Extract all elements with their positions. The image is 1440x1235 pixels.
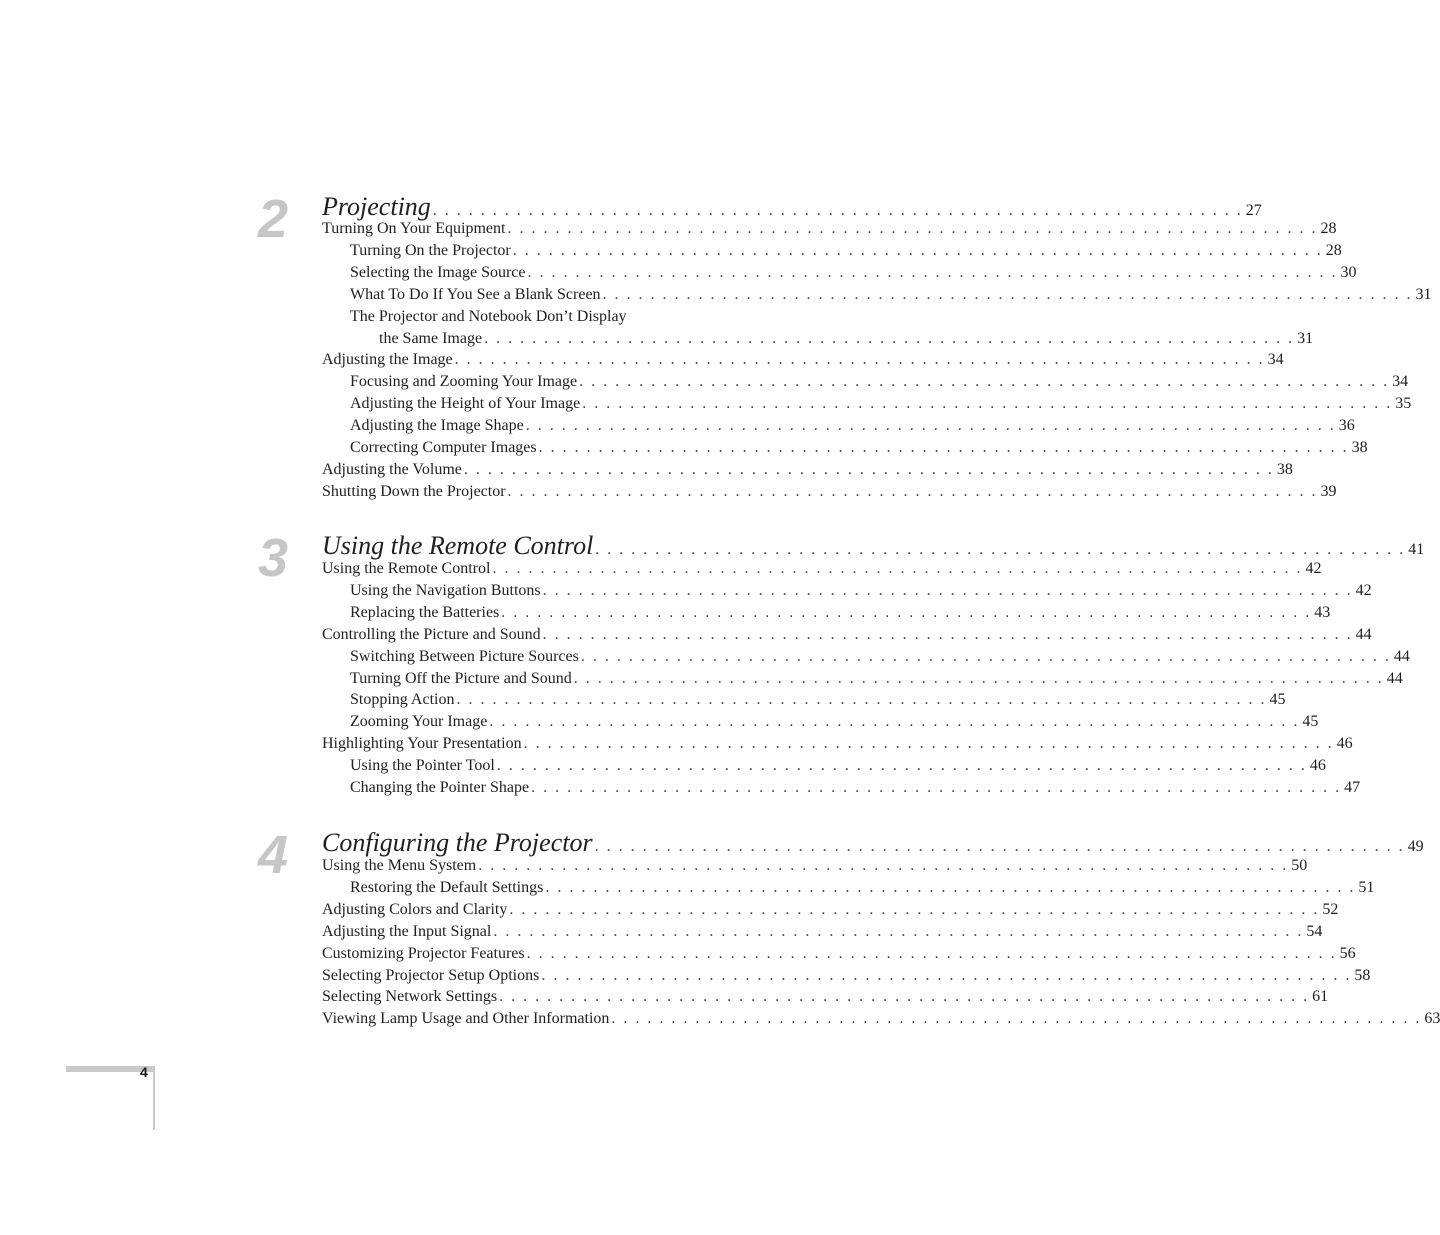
toc-entry-page: 44 (1355, 625, 1372, 643)
chapter-number: 3 (258, 528, 289, 588)
toc-entry-page: 42 (1355, 581, 1372, 599)
toc-entry-text: Turning Off the Picture and Sound (350, 669, 572, 687)
toc-entry-text: Customizing Projector Features (322, 944, 525, 962)
leader-dots: . . . . . . . . . . . . . . . . . . . . . . . . . . . . . . . . . . . . . . . . . . . . . . . . . . . . . . . . . . . . . . . . . . . . (489, 713, 1300, 731)
toc-entry[interactable] (350, 602, 1331, 624)
toc-entry-page: 44 (1393, 647, 1410, 665)
toc-entry-text: Selecting Projector Setup Options (322, 966, 540, 984)
leader-dots: . . . . . . . . . . . . . . . . . . . . . . . . . . . . . . . . . . . . . . . . . . . . . . . . . . . . . . . . . . . . . . . . . . . . (595, 541, 1406, 558)
toc-entry-page: 34 (1267, 351, 1284, 369)
leader-dots: . . . . . . . . . . . . . . . . . . . . . . . . . . . . . . . . . . . . . . . . . . . . . . . . . . . . . . . . . . . . . . . . . . . . (545, 878, 1356, 896)
leader-dots: . . . . . . . . . . . . . . . . . . . . . . . . . . . . . . . . . . . . . . . . . . . . . . . . . . . . . . . . . . . . . . . . . . . . (580, 647, 1391, 665)
leader-dots: . . . . . . . . . . . . . . . . . . . . . . . . . . . . . . . . . . . . . . . . . . . . . . . . . . . . . . . . . . . . . . . . . . . . (496, 757, 1307, 775)
page-number: 4 (140, 1064, 148, 1080)
toc-entry-page: 34 (1392, 373, 1409, 391)
leader-dots: . . . . . . . . . . . . . . . . . . . . . . . . . . . . . . . . . . . . . . . . . . . . . . . . . . . . . . . . . . . . . . . . . . . . (478, 857, 1289, 874)
chapter-title: Configuring the Projector (322, 828, 593, 857)
chapter-page: 41 (1408, 541, 1425, 558)
toc-entry-text: Turning On Your Equipment (322, 220, 506, 237)
toc-entry-page: 39 (1320, 482, 1337, 500)
leader-dots: . . . . . . . . . . . . . . . . . . . . . . . . . . . . . . . . . . . . . . . . . . . . . . . . . . . . . . . . . . . . . . . . . . . . (525, 417, 1336, 435)
toc-entry-page: 28 (1320, 220, 1337, 237)
toc-entry-page: 31 (1415, 285, 1432, 303)
toc-entry-page: 28 (1325, 241, 1342, 259)
toc-entry[interactable] (322, 733, 1353, 755)
chapter-title: Using the Remote Control (322, 531, 594, 560)
toc-entry-page: 30 (1340, 263, 1357, 281)
toc-entry[interactable] (322, 558, 1322, 580)
toc-entry-text: Selecting the Image Source (350, 263, 526, 281)
toc-entry-page: 52 (1322, 900, 1339, 918)
leader-dots: . . . . . . . . . . . . . . . . . . . . . . . . . . . . . . . . . . . . . . . . . . . . . . . . . . . . . . . . . . . . . . . . . . . . (512, 241, 1323, 259)
toc-entry[interactable] (350, 437, 1368, 459)
toc-entry-page: 51 (1358, 878, 1375, 896)
toc-entry-page: 38 (1351, 439, 1368, 456)
toc-entry-text: Restoring the Default Settings (350, 878, 544, 896)
toc-entry-page: 43 (1314, 603, 1331, 621)
toc-entry[interactable] (322, 218, 1337, 240)
toc-entry-text: The Projector and Notebook Don’t Display (350, 307, 627, 325)
toc-entry-text: Shutting Down the Projector (322, 482, 506, 500)
chapter-title: Projecting (322, 192, 431, 221)
leader-dots: . . . . . . . . . . . . . . . . . . . . . . . . . . . . . . . . . . . . . . . . . . . . . . . . . . . . . . . . . . . . . . . . . . . . (509, 900, 1320, 918)
toc-entry-text: Adjusting Colors and Clarity (322, 900, 508, 918)
leader-dots: . . . . . . . . . . . . . . . . . . . . . . . . . . . . . . . . . . . . . . . . . . . . . . . . . . . . . . . . . . . . . . . . . . . . (507, 220, 1318, 237)
toc-entry-text: Selecting Network Settings (322, 988, 498, 1006)
toc-entry[interactable] (350, 646, 1410, 668)
toc-entry[interactable] (350, 415, 1355, 437)
leader-dots: . . . . . . . . . . . . . . . . . . . . . . . . . . . . . . . . . . . . . . . . . . . . . . . . . . . . . . . . . . . . . . . . . . . . (507, 482, 1318, 500)
footer-rule (153, 1066, 155, 1130)
leader-dots: . . . . . . . . . . . . . . . . . . . . . . . . . . . . . . . . . . . . . . . . . . . . . . . . . . . . . . . . . . . . . . . . . . . . (523, 735, 1334, 753)
toc-entry-text: Focusing and Zooming Your Image (350, 373, 578, 391)
toc-entry-text: Using the Remote Control (322, 560, 491, 577)
toc-entry-text: Viewing Lamp Usage and Other Information (322, 1010, 610, 1028)
leader-dots: . . . . . . . . . . . . . . . . . . . . . . . . . . . . . . . . . . . . . . . . . . . . . . . . . . . . . . . . . . . . . . . . . . . . (582, 395, 1393, 413)
toc-entry-text: Replacing the Batteries (350, 603, 500, 621)
toc-entry-text: Adjusting the Volume (322, 460, 462, 478)
toc-entry[interactable] (350, 689, 1286, 711)
toc-entry[interactable] (322, 965, 1371, 987)
toc-entry[interactable] (322, 899, 1339, 921)
toc-entry-text: Zooming Your Image (350, 713, 488, 731)
toc-entry-text: Adjusting the Image Shape (350, 417, 524, 435)
toc-entry[interactable] (350, 668, 1403, 690)
toc-entry[interactable] (350, 393, 1412, 415)
toc-entry-page: 63 (1424, 1010, 1440, 1028)
toc-entry-page: 50 (1291, 857, 1308, 874)
toc-entry-page: 42 (1305, 560, 1322, 577)
toc-entry-page: 35 (1395, 395, 1412, 413)
toc-entry-page: 45 (1269, 691, 1286, 709)
toc-entry-text: Using the Navigation Buttons (350, 581, 541, 599)
toc-entry[interactable] (350, 284, 1432, 306)
leader-dots: . . . . . . . . . . . . . . . . . . . . . . . . . . . . . . . . . . . . . . . . . . . . . . . . . . . . . . . . . . . . . . . . . . . . (542, 625, 1353, 643)
toc-entry[interactable] (322, 459, 1293, 481)
toc-entry-page: 46 (1336, 735, 1353, 753)
toc-entry-text: Highlighting Your Presentation (322, 735, 522, 753)
toc-entry-page: 38 (1276, 460, 1293, 478)
toc-entry-page: 54 (1306, 922, 1323, 940)
toc-entry-text: Using the Pointer Tool (350, 757, 495, 775)
leader-dots: . . . . . . . . . . . . . . . . . . . . . . . . . . . . . . . . . . . . . . . . . . . . . . . . . . . . . . . . . . . . . . . . . . . . (594, 838, 1405, 855)
toc-entry-text: Stopping Action (350, 691, 455, 709)
toc-entry-text: What To Do If You See a Blank Screen (350, 285, 601, 303)
leader-dots: . . . . . . . . . . . . . . . . . . . . . . . . . . . . . . . . . . . . . . . . . . . . . . . . . . . . . . . . . . . . . . . . . . . . (501, 603, 1312, 621)
leader-dots: . . . . . . . . . . . . . . . . . . . . . . . . . . . . . . . . . . . . . . . . . . . . . . . . . . . . . . . . . . . . . . . . . . . . (531, 779, 1342, 796)
leader-dots: . . . . . . . . . . . . . . . . . . . . . . . . . . . . . . . . . . . . . . . . . . . . . . . . . . . . . . . . . . . . . . . . . . . . (541, 966, 1352, 984)
toc-entry[interactable] (350, 306, 743, 328)
toc-entry-page: 46 (1309, 757, 1326, 775)
leader-dots: . . . . . . . . . . . . . . . . . . . . . . . . . . . . . . . . . . . . . . . . . . . . . . . . . . . . . . . . . . . . . . . . . . . . (492, 560, 1303, 577)
toc-entry[interactable] (322, 855, 1308, 877)
toc-entry-text: Adjusting the Height of Your Image (350, 395, 581, 413)
toc-entry-page: 44 (1386, 669, 1403, 687)
toc-entry-text: Adjusting the Image (322, 351, 453, 369)
toc-entry[interactable] (322, 921, 1323, 943)
leader-dots: . . . . . . . . . . . . . . . . . . . . . . . . . . . . . . . . . . . . . . . . . . . . . . . . . . . . . . . . . . . . . . . . . . . . (493, 922, 1304, 940)
toc-entry[interactable] (379, 328, 1314, 350)
toc-entry-page: 36 (1338, 417, 1355, 435)
toc-entry[interactable] (350, 877, 1375, 899)
toc-entry[interactable] (350, 240, 1342, 262)
toc-entry[interactable] (350, 262, 1357, 284)
toc-entry[interactable] (322, 986, 1329, 1008)
toc-entry-text: Correcting Computer Images (350, 439, 537, 456)
toc-entry[interactable] (350, 777, 1361, 799)
toc-entry-page: 58 (1354, 966, 1371, 984)
toc-entry-page: 61 (1312, 988, 1329, 1006)
toc-entry[interactable] (350, 580, 1372, 602)
toc-entry[interactable] (322, 1008, 1440, 1030)
toc-entry[interactable] (322, 481, 1337, 503)
toc-entry-page: 31 (1297, 329, 1314, 347)
toc-entry[interactable] (350, 371, 1409, 393)
toc-entry-text: Adjusting the Input Signal (322, 922, 492, 940)
toc-entry-text: the Same Image (379, 329, 483, 347)
toc-entry-text: Controlling the Picture and Sound (322, 625, 541, 643)
toc-entry[interactable] (322, 349, 1284, 371)
toc-entry-page: 56 (1339, 944, 1356, 962)
chapter-page: 27 (1245, 202, 1262, 219)
leader-dots: . . . . . . . . . . . . . . . . . . . . . . . . . . . . . . . . . . . . . . . . . . . . . . . . . . . . . . . . . . . . . . . . . . . . (463, 460, 1274, 478)
chapter-number: 2 (258, 189, 289, 249)
leader-dots: . . . . . . . . . . . . . . . . . . . . . . . . . . . . . . . . . . . . . . . . . . . . . . . . . . . . . . . . . . . . . . . . . . . . (611, 1010, 1422, 1028)
leader-dots: . . . . . . . . . . . . . . . . . . . . . . . . . . . . . . . . . . . . . . . . . . . . . . . . . . . . . . . . . . . . . . . . . . . . (432, 202, 1243, 219)
leader-dots: . . . . . . . . . . . . . . . . . . . . . . . . . . . . . . . . . . . . . . . . . . . . . . . . . . . . . . . . . . . . . . . . . . . . (579, 373, 1390, 391)
toc-entry-text: Turning On the Projector (350, 241, 511, 259)
leader-dots: . . . . . . . . . . . . . . . . . . . . . . . . . . . . . . . . . . . . . . . . . . . . . . . . . . . . . . . . . . . . . . . . . . . . (573, 669, 1384, 687)
toc-entry-text: Switching Between Picture Sources (350, 647, 579, 665)
leader-dots: . . . . . . . . . . . . . . . . . . . . . . . . . . . . . . . . . . . . . . . . . . . . . . . . . . . . . . . . . . . . . . . . . . . . (542, 581, 1353, 599)
leader-dots: . . . . . . . . . . . . . . . . . . . . . . . . . . . . . . . . . . . . . . . . . . . . . . . . . . . . . . . . . . . . . . . . . . . . (456, 691, 1267, 709)
toc-entry[interactable] (322, 624, 1372, 646)
chapter-page: 49 (1407, 838, 1424, 855)
leader-dots: . . . . . . . . . . . . . . . . . . . . . . . . . . . . . . . . . . . . . . . . . . . . . . . . . . . . . . . . . . . . . . . . . . . . (527, 263, 1338, 281)
leader-dots: . . . . . . . . . . . . . . . . . . . . . . . . . . . . . . . . . . . . . . . . . . . . . . . . . . . . . . . . . . . . . . . . . . . . (454, 351, 1265, 369)
toc-entry[interactable] (322, 943, 1356, 965)
chapter-number: 4 (258, 825, 289, 885)
leader-dots: . . . . . . . . . . . . . . . . . . . . . . . . . . . . . . . . . . . . . . . . . . . . . . . . . . . . . . . . . . . . . . . . . . . . (484, 329, 1295, 347)
toc-entry[interactable] (350, 711, 1319, 733)
toc-entry[interactable] (350, 755, 1326, 777)
leader-dots: . . . . . . . . . . . . . . . . . . . . . . . . . . . . . . . . . . . . . . . . . . . . . . . . . . . . . . . . . . . . . . . . . . . . (602, 285, 1413, 303)
leader-dots: . . . . . . . . . . . . . . . . . . . . . . . . . . . . . . . . . . . . . . . . . . . . . . . . . . . . . . . . . . . . . . . . . . . . (526, 944, 1337, 962)
leader-dots: . . . . . . . . . . . . . . . . . . . . . . . . . . . . . . . . . . . . . . . . . . . . . . . . . . . . . . . . . . . . . . . . . . . . (538, 439, 1349, 456)
toc-entry-text: Changing the Pointer Shape (350, 779, 530, 796)
toc-entry-text: Using the Menu System (322, 857, 477, 874)
toc-entry-page: 47 (1344, 779, 1361, 796)
toc-entry-page: 45 (1302, 713, 1319, 731)
leader-dots: . . . . . . . . . . . . . . . . . . . . . . . . . . . . . . . . . . . . . . . . . . . . . . . . . . . . . . . . . . . . . . . . . . . . (499, 988, 1310, 1006)
